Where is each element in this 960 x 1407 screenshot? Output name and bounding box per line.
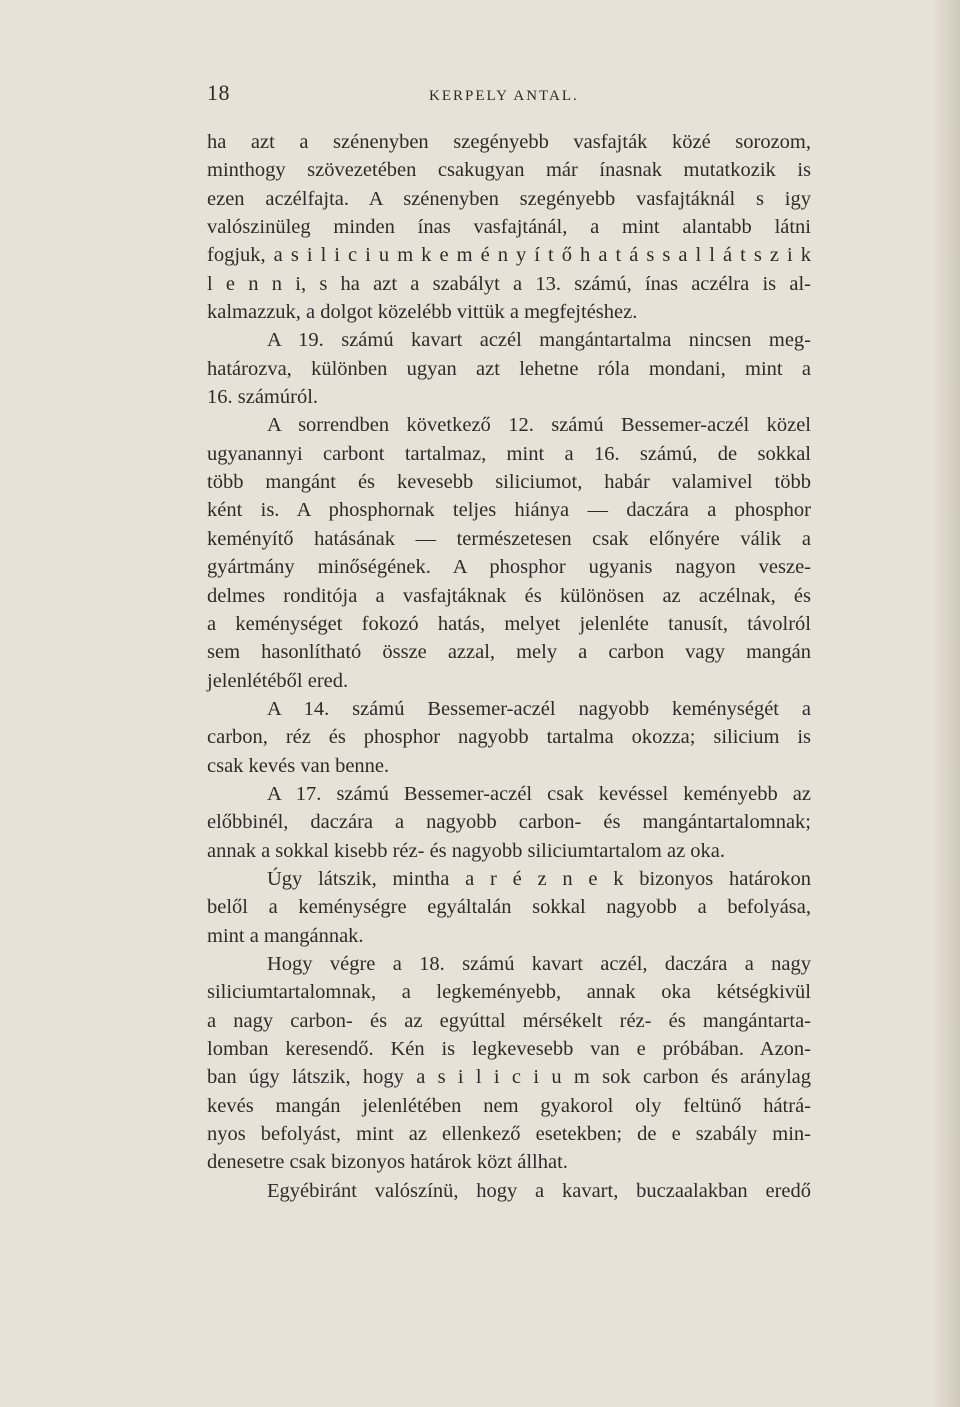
text-line: 16. számúról.	[207, 386, 319, 409]
text-line: valószinüleg minden ínas vasfajtánál, a mint alantabb látni	[207, 216, 811, 239]
text-line: A 17. számú Bessemer-aczél csak kevéssel keményebb az	[267, 782, 811, 805]
text-line: ban úgy látszik, hogy a s i l i c i u m sok carbon és aránylag	[207, 1066, 811, 1089]
text-line: l e n n i, s ha azt a szabályt a 13. számú, ínas aczélra is al-	[207, 272, 811, 295]
text-line: kalmazzuk, a dolgot közelébb vittük a megfejtéshez.	[207, 301, 638, 324]
text-line: minthogy szövezetében csakugyan már ínasnak mutatkozik is	[207, 159, 811, 182]
text-line: ként is. A phosphornak teljes hiánya — daczára a phosphor	[207, 499, 811, 522]
text-line: denesetre csak bizonyos határok közt állhat.	[207, 1151, 568, 1174]
running-title: KERPELY ANTAL.	[429, 88, 579, 104]
text-line: kevés mangán jelenlétében nem gyakorol oly feltünő hátrá-	[207, 1094, 811, 1117]
text-line: A sorrendben következő 12. számú Bessemer-aczél közel	[267, 414, 811, 437]
text-line: ezen aczélfajta. A szénenyben szegényebb vasfajtáknál s igy	[207, 187, 811, 210]
text-line: delmes ronditója a vasfajtáknak és különösen az aczélnak, és	[207, 584, 811, 607]
text-line: fogjuk, a s i l i c i u m k e m é n y í t ő h a t á s s a l l á t s z i k	[207, 244, 811, 267]
page-header	[207, 80, 807, 110]
text-line: jelenlétéből ered.	[207, 669, 349, 692]
page-edge-shadow	[932, 0, 960, 1407]
text-line: csak kevés van benne.	[207, 754, 390, 777]
text-line: A 19. számú kavart aczél mangántartalma nincsen meg-	[267, 329, 811, 352]
text-line: Egyébiránt valószínü, hogy a kavart, buczaalakban eredő	[267, 1179, 811, 1202]
text-line: siliciumtartalomnak, a legkeményebb, annak oka kétségkivül	[207, 981, 811, 1004]
text-line: ugyanannyi carbont tartalmaz, mint a 16. számú, de sokkal	[207, 442, 811, 465]
text-line: lomban keresendő. Kén is legkevesebb van e próbában. Azon-	[207, 1038, 811, 1060]
text-line: gyártmány minőségének. A phosphor ugyanis nagyon veszе-	[207, 556, 811, 579]
page-number: 18	[207, 80, 230, 105]
text-line: előbbinél, daczára a nagyobb carbon- és mangántartalomnak;	[207, 811, 811, 834]
text-line: A 14. számú Bessemer-aczél nagyobb keménységét a	[267, 697, 811, 720]
text-line: carbon, réz és phosphor nagyobb tartalma okozza; silicium is	[207, 726, 811, 749]
text-line: belől a keménységre egyáltalán sokkal nagyobb a befolyása,	[207, 896, 811, 919]
text-line: mint a mangánnak.	[207, 924, 364, 947]
text-line: nyos befolyást, mint az ellenkező esetekben; de e szabály min-	[207, 1123, 811, 1146]
text-line: határozva, különben ugyan azt lehetne róla mondani, mint a	[207, 357, 811, 380]
text-line: a nagy carbon- és az egyúttal mérsékelt réz- és mangántarta-	[207, 1009, 811, 1032]
text-line: annak a sokkal kisebb réz- és nagyobb siliciumtartalom az oka.	[207, 839, 726, 862]
text-line: Úgy látszik, mintha a r é z n e k bizonyos határokon	[267, 867, 811, 890]
text-line: a keménységet fokozó hatás, melyet jelenléte tanusít, távolról	[207, 612, 811, 635]
text-line: keményítő hatásának — természetesen csak előnyére válik a	[207, 527, 811, 550]
body-text	[207, 128, 811, 1205]
text-line: több mangánt és kevesebb siliciumot, habár valamivel több	[207, 471, 811, 494]
text-line: ha azt a szénenyben szegényebb vasfajták közé sorozom,	[207, 131, 811, 153]
text-line: sem hasonlítható össze azzal, mely a carbon vagy mangán	[207, 641, 811, 664]
text-line: Hogy végre a 18. számú kavart aczél, daczára a nagy	[267, 952, 811, 975]
